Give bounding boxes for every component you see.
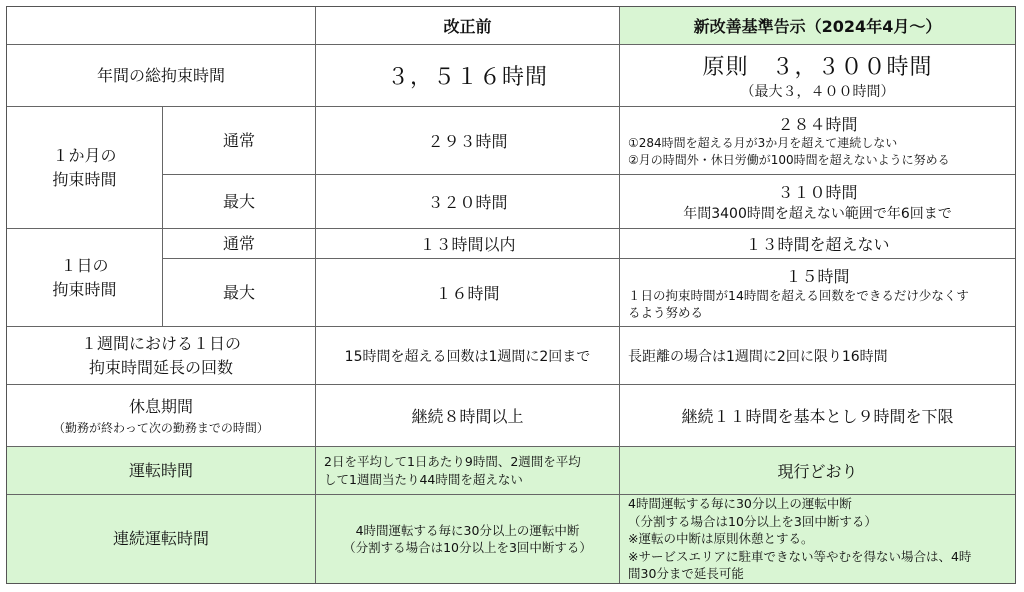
row-label-rest xyxy=(7,385,316,447)
daily-label-line1: １日の xyxy=(60,256,109,276)
monthly-max-label: 最大 xyxy=(163,175,316,229)
continuous-after-line5: 間30分まで延長可能 xyxy=(628,566,744,582)
monthly-normal-before: ２９３時間 xyxy=(316,107,620,175)
row-label-daily xyxy=(7,229,163,327)
daily-normal-label: 通常 xyxy=(163,229,316,259)
continuous-before-line2: （分割する場合は10分以上を3回中断する） xyxy=(343,540,592,555)
daily-max-after xyxy=(620,259,1015,327)
header-empty-cell xyxy=(7,7,316,45)
monthly-normal-after xyxy=(620,107,1015,175)
continuous-before xyxy=(316,495,620,583)
monthly-normal-after-note2: ②月の時間外・休日労働が100時間を超えないように努める xyxy=(628,153,950,167)
driving-before xyxy=(316,447,620,495)
driving-after: 現行どおり xyxy=(620,447,1015,495)
driving-before-line2: して1週間当たり44時間を超えない xyxy=(324,471,523,487)
annual-after-main: 原則 ３，３００時間 xyxy=(702,55,933,80)
row-label-annual: 年間の総拘束時間 xyxy=(7,45,316,107)
daily-max-before: １６時間 xyxy=(316,259,620,327)
continuous-after-line3: ※運転の中断は原則休憩とする。 xyxy=(628,531,814,547)
driving-before-line1: 2日を平均して1日あたり9時間、2週間を平均 xyxy=(324,454,581,469)
row-label-weekly-extension xyxy=(7,327,316,385)
header-after: 新改善基準告示（2024年4月～） xyxy=(620,7,1015,45)
daily-max-after-note2: るよう努める xyxy=(628,305,704,320)
weekly-label-line2: 拘束時間延長の回数 xyxy=(88,357,233,377)
rest-label: 休息期間 xyxy=(128,397,193,417)
rest-before: 継続８時間以上 xyxy=(316,385,620,447)
daily-max-after-main: １５時間 xyxy=(785,266,850,286)
monthly-max-after xyxy=(620,175,1015,229)
monthly-max-after-main: ３１０時間 xyxy=(777,183,858,202)
continuous-after-line1: 4時間運転する毎に30分以上の運転中断 xyxy=(628,496,852,512)
weekly-extension-before: 15時間を超える回数は1週間に2回まで xyxy=(316,327,620,385)
rest-after: 継続１１時間を基本とし９時間を下限 xyxy=(620,385,1015,447)
continuous-after xyxy=(620,495,1015,583)
annual-before: ３，５１６時間 xyxy=(316,45,620,107)
rest-label-sub: （勤務が終わって次の勤務までの時間） xyxy=(53,420,269,435)
monthly-max-after-note: 年間3400時間を超えない範囲で年6回まで xyxy=(683,206,952,222)
weekly-extension-after: 長距離の場合は1週間に2回に限り16時間 xyxy=(620,327,1015,385)
daily-normal-before: １３時間以内 xyxy=(316,229,620,259)
row-label-monthly xyxy=(7,107,163,229)
monthly-label-line2: 拘束時間 xyxy=(52,169,117,189)
continuous-after-line4: ※サービスエリアに駐車できない等やむを得ない場合は、4時 xyxy=(628,548,972,564)
continuous-after-line2: （分割する場合は10分以上を3回中断する） xyxy=(628,513,877,529)
daily-label-line2: 拘束時間 xyxy=(52,279,117,299)
monthly-label-line1: １か月の xyxy=(52,146,117,166)
monthly-normal-after-note1: ①284時間を超える月が3か月を超えて連続しない xyxy=(628,136,898,151)
row-label-continuous: 連続運転時間 xyxy=(7,495,316,583)
monthly-normal-label: 通常 xyxy=(163,107,316,175)
continuous-before-line1: 4時間運転する毎に30分以上の運転中断 xyxy=(355,522,580,538)
header-before: 改正前 xyxy=(316,7,620,45)
annual-after-sub: （最大３，４００時間） xyxy=(740,84,895,100)
annual-after xyxy=(620,45,1015,107)
monthly-normal-after-main: ２８４時間 xyxy=(777,115,858,135)
weekly-label-line1: １週間における１日の xyxy=(80,334,241,354)
monthly-max-before: ３２０時間 xyxy=(316,175,620,229)
comparison-table xyxy=(6,6,1016,584)
row-label-driving: 運転時間 xyxy=(7,447,316,495)
daily-normal-after: １３時間を超えない xyxy=(620,229,1015,259)
daily-max-label: 最大 xyxy=(163,259,316,327)
daily-max-after-note1: １日の拘束時間が14時間を超える回数をできるだけ少なくす xyxy=(628,287,969,303)
